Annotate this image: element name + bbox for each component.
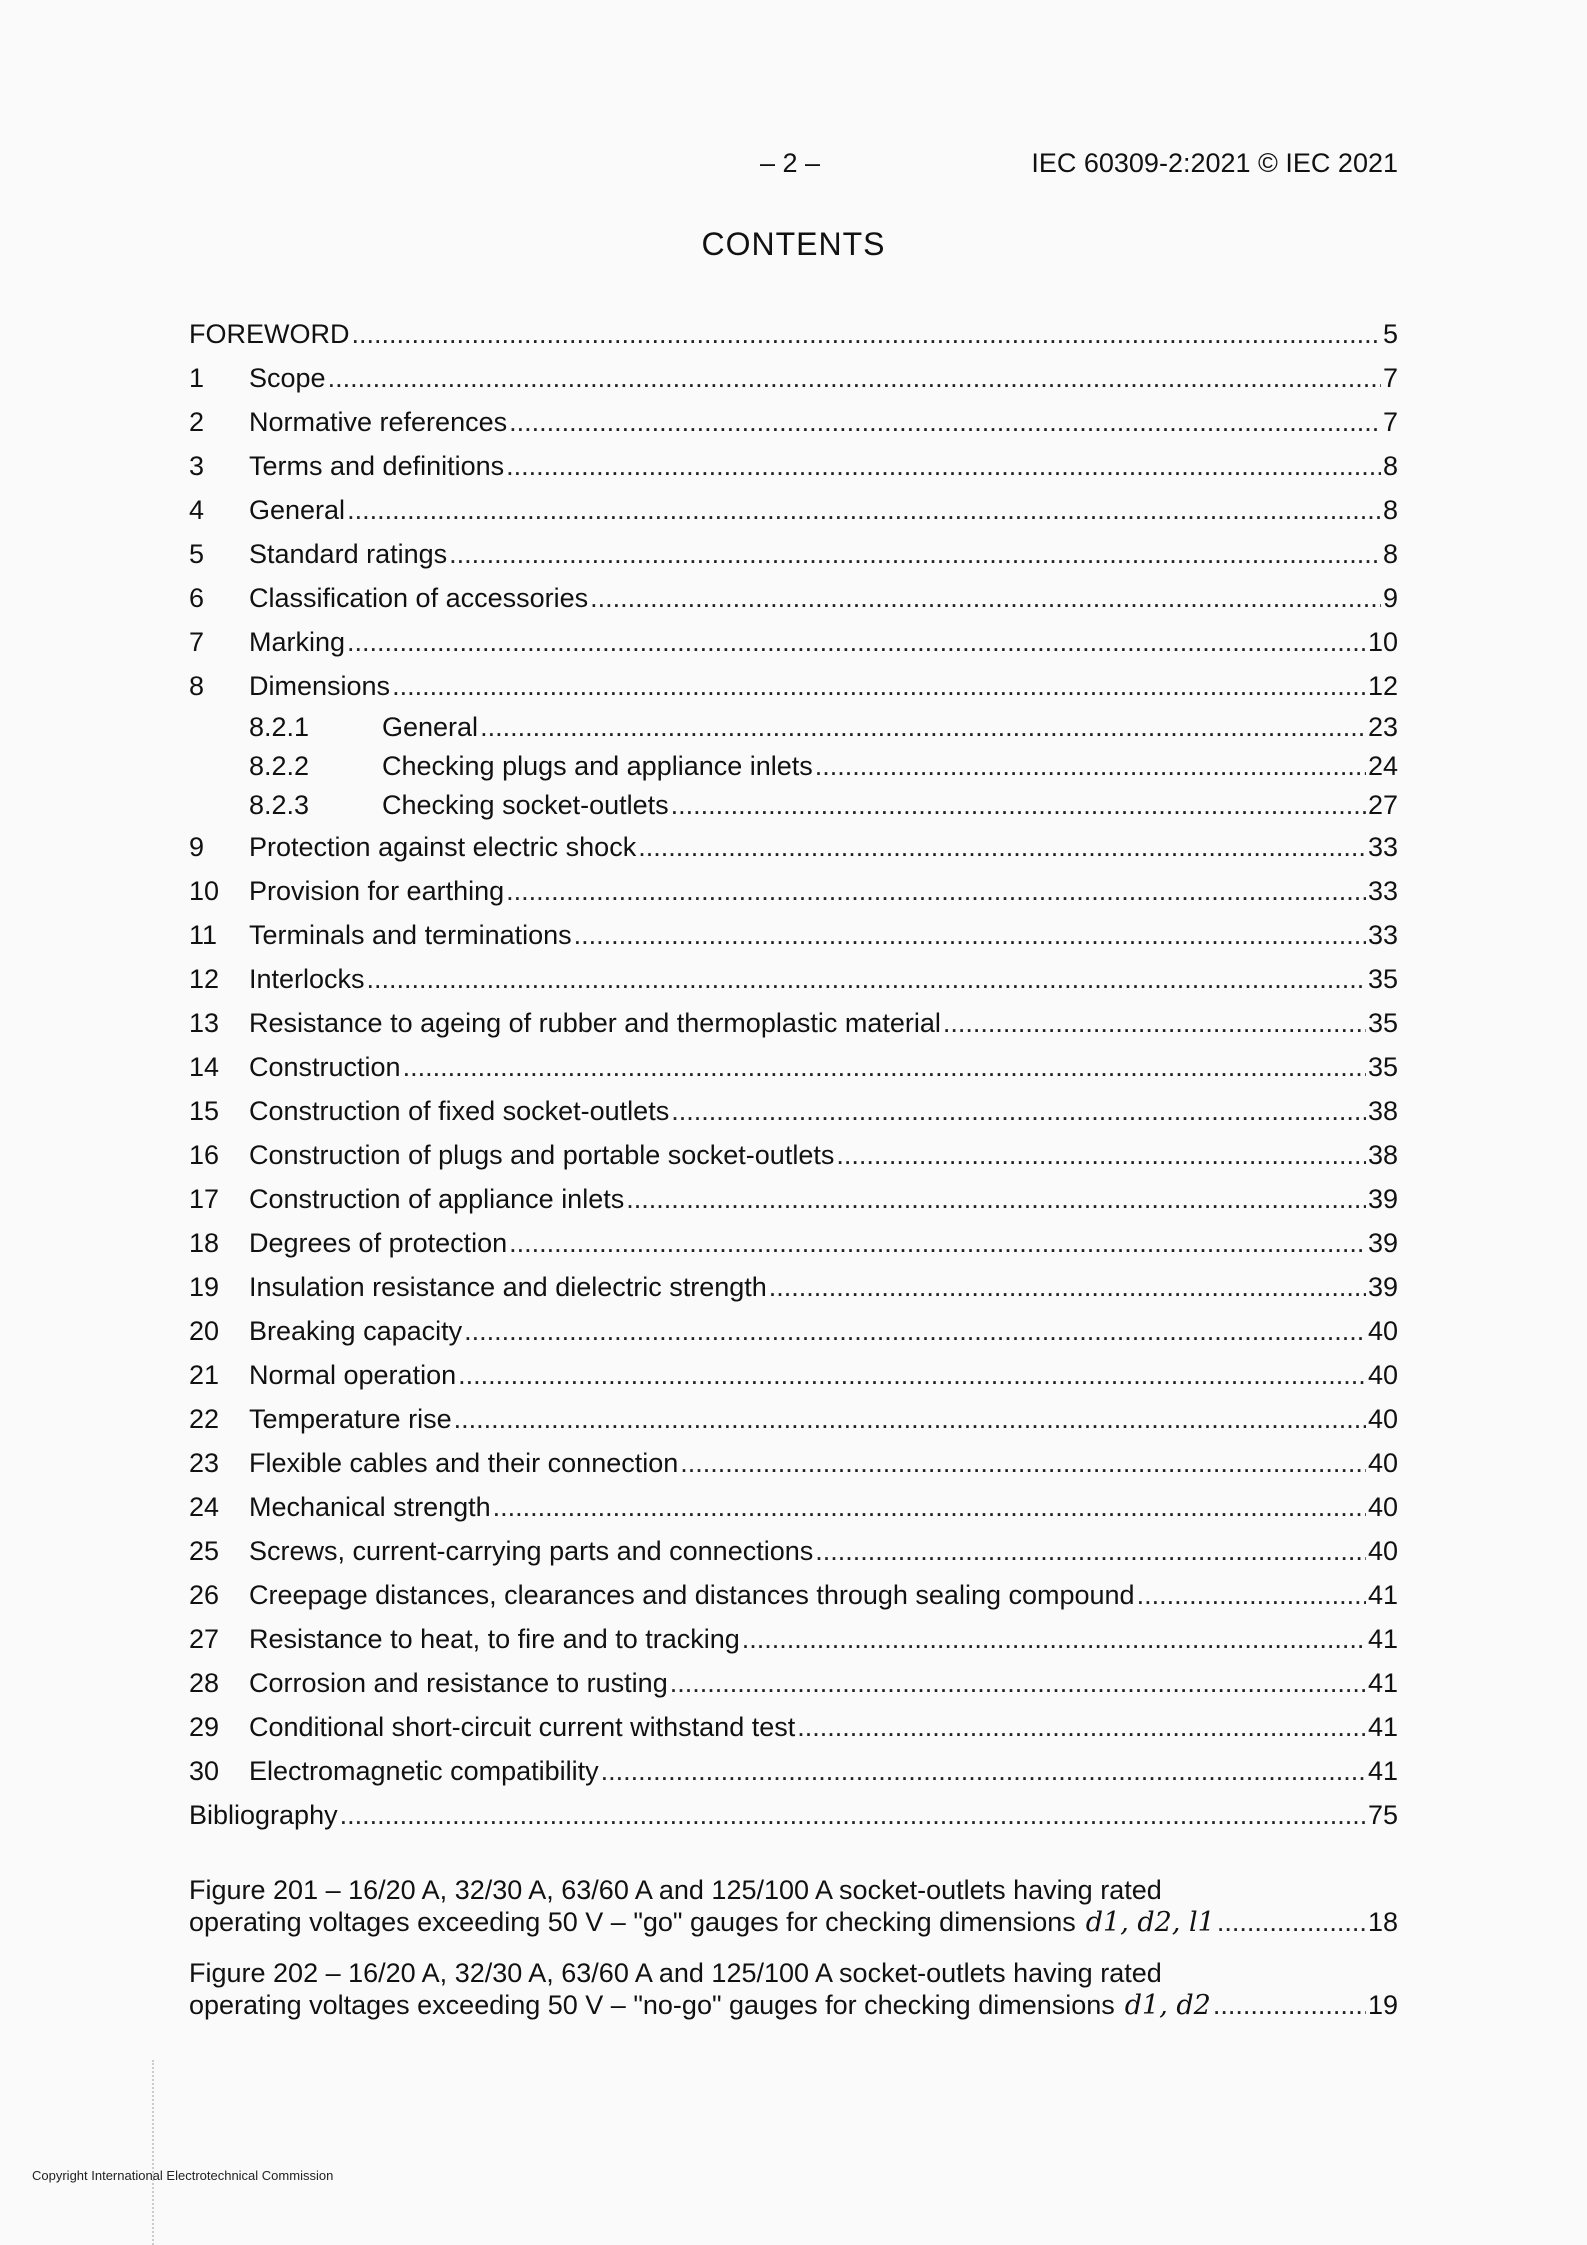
toc-entry-title: Terminals and terminations [249, 920, 572, 950]
toc-entry[interactable] [189, 1617, 1398, 1661]
dot-leader [638, 825, 1366, 869]
toc-entry-number: 27 [189, 1624, 220, 1654]
toc-entry-page: 9 [1382, 583, 1398, 613]
toc-entry-page: 24 [1367, 751, 1398, 781]
toc-entry-page: 35 [1367, 1052, 1398, 1082]
toc-entry-number: 12 [189, 964, 220, 994]
toc-entry-page: 8 [1382, 539, 1398, 569]
toc-entry-page: 27 [1367, 790, 1398, 820]
toc-entry-number: 14 [189, 1052, 220, 1082]
toc-entry[interactable] [189, 1573, 1398, 1617]
toc-entry[interactable] [189, 1793, 1398, 1837]
toc-entry-title: Interlocks [249, 964, 365, 994]
toc-entry-title: Electromagnetic compatibility [249, 1756, 599, 1786]
toc-entry-title: Mechanical strength [249, 1492, 491, 1522]
dot-leader [480, 708, 1366, 747]
document-reference: IEC 60309-2:2021 © IEC 2021 [1031, 148, 1398, 178]
toc-entry-number: 24 [189, 1492, 220, 1522]
toc-entry-title: Resistance to heat, to fire and to tracking [249, 1624, 740, 1654]
toc-entry-title: Terms and definitions [249, 451, 505, 481]
toc-entry-number: 19 [189, 1272, 220, 1302]
figure-caption-line: Figure 201 – 16/20 A, 32/30 A, 63/60 A and 125/100 A socket-outlets having rated [189, 1875, 1162, 1905]
toc-entry-page: 40 [1367, 1404, 1398, 1434]
dot-leader [769, 1265, 1366, 1309]
dot-leader [671, 1089, 1366, 1133]
toc-entry-page: 39 [1367, 1272, 1398, 1302]
dot-leader [815, 747, 1366, 786]
dot-leader [340, 1793, 1366, 1837]
toc-entry-number: 3 [189, 451, 205, 481]
toc-entry-number: 2 [189, 407, 205, 437]
toc-entry-page: 38 [1367, 1096, 1398, 1126]
toc-entry-page: 7 [1382, 363, 1398, 393]
toc-entry-page: 7 [1382, 407, 1398, 437]
dimension-variables: d1, d2, l1 [1085, 1907, 1215, 1938]
toc-entry[interactable] [189, 786, 1398, 825]
toc-entry[interactable] [189, 356, 1398, 400]
dot-leader [590, 576, 1381, 620]
dot-leader [797, 1705, 1366, 1749]
toc-entry-page: 75 [1367, 1800, 1398, 1830]
toc-entry[interactable] [189, 1265, 1398, 1309]
dot-leader [671, 786, 1366, 825]
toc-entry-number: 29 [189, 1712, 220, 1742]
figure-entry[interactable] [189, 1874, 1398, 1939]
toc-entry-page: 41 [1367, 1712, 1398, 1742]
toc-entry-number: 28 [189, 1668, 220, 1698]
toc-entry[interactable] [189, 1089, 1398, 1133]
dot-leader [943, 1001, 1366, 1045]
toc-entry-title: Bibliography [189, 1800, 338, 1830]
copyright-notice: Copyright International Electrotechnical Commission [32, 2168, 334, 2183]
toc-entry-number: 16 [189, 1140, 220, 1170]
contents-title: CONTENTS [701, 226, 886, 262]
toc-entry-title: Scope [249, 363, 326, 393]
page-number: – 2 – [760, 148, 821, 178]
toc-entry-page: 38 [1367, 1140, 1398, 1170]
toc-entry-title: General [382, 712, 479, 742]
dot-leader [509, 1221, 1366, 1265]
dot-leader [458, 1353, 1366, 1397]
toc-entry-title: Corrosion and resistance to rusting [249, 1668, 668, 1698]
toc-entry[interactable] [189, 1749, 1398, 1793]
toc-entry[interactable] [189, 620, 1398, 664]
toc-entry[interactable] [189, 488, 1398, 532]
toc-entry-page: 35 [1367, 964, 1398, 994]
toc-entry-page: 23 [1367, 712, 1398, 742]
toc-entry-title: Construction of plugs and portable socket-outlets [249, 1140, 835, 1170]
toc-entry[interactable] [189, 869, 1398, 913]
toc-entry-page: 40 [1367, 1492, 1398, 1522]
toc-entry-page: 39 [1367, 1184, 1398, 1214]
toc-entry-title: Checking plugs and appliance inlets [382, 751, 813, 781]
toc-entry[interactable] [189, 1397, 1398, 1441]
dot-leader [509, 400, 1381, 444]
dot-leader [449, 532, 1381, 576]
toc-entry-number: 4 [189, 495, 205, 525]
toc-entry-title: Standard ratings [249, 539, 448, 569]
toc-entry-page: 41 [1367, 1624, 1398, 1654]
toc-entry-title: Protection against electric shock [249, 832, 637, 862]
toc-entry-title: Classification of accessories [249, 583, 589, 613]
toc-entry-number: 9 [189, 832, 205, 862]
dot-leader [328, 356, 1381, 400]
figure-caption-text: operating voltages exceeding 50 V – "go" gauges for checking dimensions [189, 1907, 1076, 1937]
toc-entry[interactable] [189, 1309, 1398, 1353]
toc-entry-number: 20 [189, 1316, 220, 1346]
toc-entry-number: 5 [189, 539, 205, 569]
toc-entry-page: 41 [1367, 1580, 1398, 1610]
toc-entry-title: Normal operation [249, 1360, 457, 1390]
figure-entry[interactable] [189, 1957, 1398, 2022]
toc-entry-title: Conditional short-circuit current withstand test [249, 1712, 796, 1742]
toc-entry[interactable] [189, 1705, 1398, 1749]
toc-entry-title: Creepage distances, clearances and distances through sealing compound [249, 1580, 1135, 1610]
toc-entry-title: Construction of fixed socket-outlets [249, 1096, 670, 1126]
toc-entry[interactable] [189, 400, 1398, 444]
toc-entry-number: 25 [189, 1536, 220, 1566]
dot-leader [347, 488, 1381, 532]
dot-leader [601, 1749, 1366, 1793]
toc-entry[interactable] [189, 1221, 1398, 1265]
toc-entry-number: 10 [189, 876, 220, 906]
dot-leader [351, 312, 1380, 356]
toc-entry-page: 40 [1367, 1536, 1398, 1566]
toc-entry-page: 35 [1367, 1008, 1398, 1038]
dot-leader [347, 620, 1366, 664]
toc-entry[interactable] [189, 1133, 1398, 1177]
dot-leader [574, 913, 1366, 957]
dot-leader [506, 444, 1381, 488]
toc-entry-number: 8 [189, 671, 205, 701]
toc-entry-page: 40 [1367, 1360, 1398, 1390]
figure-caption-text: operating voltages exceeding 50 V – "no-go" gauges for checking dimensions [189, 1990, 1115, 2020]
toc-entry-page: 33 [1367, 876, 1398, 906]
toc-entry-number: 8.2.2 [249, 751, 310, 781]
toc-entry[interactable] [189, 1661, 1398, 1705]
toc-entry-number: 8.2.1 [249, 712, 310, 742]
toc-entry-number: 1 [189, 363, 205, 393]
figure-caption-line [189, 1906, 1398, 1939]
figure-entry-page: 19 [1367, 1990, 1398, 2020]
toc-entry-title: Screws, current-carrying parts and connections [249, 1536, 814, 1566]
toc-entry[interactable] [189, 1001, 1398, 1045]
toc-entry-title: General [249, 495, 346, 525]
toc-entry-title: Degrees of protection [249, 1228, 508, 1258]
toc-entry-title: Temperature rise [249, 1404, 452, 1434]
dot-leader [626, 1177, 1366, 1221]
dot-leader [403, 1045, 1366, 1089]
toc-entry-page: 41 [1367, 1756, 1398, 1786]
toc-entry-number: 26 [189, 1580, 220, 1610]
toc-entry[interactable] [189, 1441, 1398, 1485]
toc-entry[interactable] [189, 1045, 1398, 1089]
toc-entry[interactable] [189, 576, 1398, 620]
toc-entry-page: 5 [1382, 319, 1398, 349]
dimension-variables: d1, d2 [1124, 1990, 1211, 2021]
toc-entry-number: 21 [189, 1360, 220, 1390]
toc-entry-title: Marking [249, 627, 346, 657]
toc-entry[interactable] [189, 664, 1398, 708]
toc-entry[interactable] [189, 444, 1398, 488]
toc-entry-page: 8 [1382, 495, 1398, 525]
toc-entry-page: 8 [1382, 451, 1398, 481]
toc-entry[interactable] [189, 825, 1398, 869]
toc-entry-number: 7 [189, 627, 205, 657]
table-of-contents [189, 312, 1398, 1837]
toc-entry-title: Construction of appliance inlets [249, 1184, 625, 1214]
side-registration-marks [152, 2060, 158, 2245]
toc-entry-page: 10 [1367, 627, 1398, 657]
toc-entry-page: 12 [1367, 671, 1398, 701]
toc-entry-number: 22 [189, 1404, 220, 1434]
dot-leader [742, 1617, 1366, 1661]
toc-entry[interactable] [189, 913, 1398, 957]
toc-entry-page: 33 [1367, 920, 1398, 950]
toc-entry[interactable] [189, 312, 1398, 356]
figure-entry-page: 18 [1367, 1907, 1398, 1937]
dot-leader [1137, 1573, 1366, 1617]
toc-entry-number: 6 [189, 583, 205, 613]
toc-entry[interactable] [189, 708, 1398, 747]
toc-entry-page: 40 [1367, 1316, 1398, 1346]
toc-entry[interactable] [189, 1177, 1398, 1221]
figure-caption-line [189, 1989, 1398, 2022]
toc-entry-title: Insulation resistance and dielectric strength [249, 1272, 767, 1302]
dot-leader [1217, 1906, 1366, 1938]
toc-entry-title: Dimensions [249, 671, 391, 701]
toc-entry-title: Provision for earthing [249, 876, 505, 906]
dot-leader [367, 957, 1366, 1001]
dot-leader [680, 1441, 1366, 1485]
toc-entry-number: 8.2.3 [249, 790, 310, 820]
dot-leader [815, 1529, 1366, 1573]
toc-entry-title: Normative references [249, 407, 508, 437]
dot-leader [506, 869, 1366, 913]
toc-entry-title: Construction [249, 1052, 401, 1082]
dot-leader [1213, 1989, 1366, 2021]
toc-entry[interactable] [189, 957, 1398, 1001]
toc-entry[interactable] [189, 747, 1398, 786]
toc-entry-number: 23 [189, 1448, 220, 1478]
toc-entry-title: Resistance to ageing of rubber and thermoplastic material [249, 1008, 941, 1038]
dot-leader [670, 1661, 1366, 1705]
toc-entry-number: 15 [189, 1096, 220, 1126]
toc-entry-number: 18 [189, 1228, 220, 1258]
dot-leader [392, 664, 1366, 708]
figure-caption-line: Figure 202 – 16/20 A, 32/30 A, 63/60 A and 125/100 A socket-outlets having rated [189, 1958, 1162, 1988]
list-of-figures [189, 1874, 1398, 2040]
toc-entry[interactable] [189, 1353, 1398, 1397]
toc-entry[interactable] [189, 532, 1398, 576]
toc-entry-title: Breaking capacity [249, 1316, 463, 1346]
toc-entry-page: 40 [1367, 1448, 1398, 1478]
toc-entry[interactable] [189, 1485, 1398, 1529]
toc-entry-page: 33 [1367, 832, 1398, 862]
toc-entry-title: Flexible cables and their connection [249, 1448, 679, 1478]
dot-leader [454, 1397, 1366, 1441]
toc-entry-title: Checking socket-outlets [382, 790, 669, 820]
toc-entry-number: 30 [189, 1756, 220, 1786]
dot-leader [493, 1485, 1366, 1529]
toc-entry-number: 17 [189, 1184, 220, 1214]
toc-entry-number: 13 [189, 1008, 220, 1038]
toc-entry[interactable] [189, 1529, 1398, 1573]
toc-entry-title: FOREWORD [189, 319, 350, 349]
dot-leader [836, 1133, 1366, 1177]
dot-leader [464, 1309, 1366, 1353]
toc-entry-page: 41 [1367, 1668, 1398, 1698]
toc-entry-number: 11 [189, 920, 218, 950]
toc-entry-page: 39 [1367, 1228, 1398, 1258]
